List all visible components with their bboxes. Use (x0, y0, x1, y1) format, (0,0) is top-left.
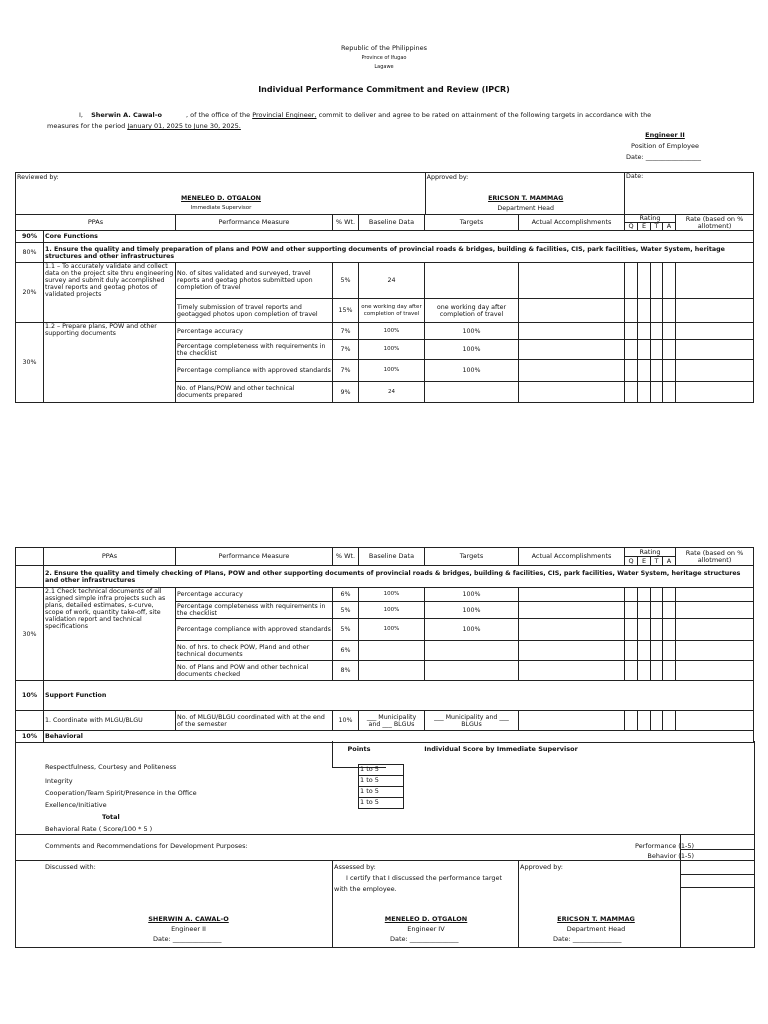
p2-r4-target[interactable] (425, 641, 519, 661)
approved-by-label: Approved by: (426, 174, 469, 181)
behav-item-4: Exellence/Initiative (45, 801, 107, 809)
obj2-text: 2. Ensure the quality and timely checking of Plans, POW and other supporting documents of provincial roads & bridges, building & facilities, CIS, park facilities, Water System, heritage structures and other infrastructures (44, 566, 754, 588)
sig1-title: Engineer II (171, 925, 206, 933)
col-e-2: E (638, 557, 651, 566)
obj1-pct: 80% (16, 243, 44, 263)
p2-r3-actual[interactable] (519, 619, 625, 641)
score-input-1[interactable]: 1 to 5 (358, 764, 404, 775)
obj1-text: 1. Ensure the quality and timely preparation of plans and POW and other supporting documents of provincial roads & bridges, building & facilities, CIS, park facilities, Water System, heritage structures and other infrastructures (44, 243, 754, 263)
points-header: Points (347, 745, 371, 753)
g1-r2-base: one working day after completion of travel (359, 299, 425, 323)
p2-r2-measure: Percentage completeness with requirements in the checklist (176, 602, 333, 619)
g2-r4-target[interactable] (425, 382, 519, 403)
g2-r1-target: 100% (425, 323, 519, 340)
rating-period: January 01, 2025 to June 30, 2025. (127, 122, 241, 130)
p2-r4-measure: No. of hrs. to check POW, Pland and other technical documents (176, 641, 333, 661)
col-wt-2: % Wt. (333, 548, 359, 566)
ipcr-table-page2 (15, 547, 754, 743)
approved-label: Approved by: (520, 863, 563, 871)
review-date-label: Date: (626, 173, 644, 180)
score-input-4[interactable]: 1 to 5 (358, 797, 404, 809)
support-blank (16, 711, 44, 731)
col-ppas: PPAs (16, 215, 176, 231)
score-input-2[interactable]: 1 to 5 (358, 775, 404, 786)
col-t-2: T (651, 557, 663, 566)
comments-label: Comments and Recommendations for Development Purposes: (45, 842, 248, 850)
g2-r2-measure: Percentage completeness with requirements in the checklist (176, 340, 333, 360)
g2-r1-wt: 7% (333, 323, 359, 340)
p2-r1-actual[interactable] (519, 588, 625, 602)
g2-r3-wt: 7% (333, 360, 359, 382)
g1-r1-measure: No. of sites validated and surveyed, travel reports and geotag photos submitted upon completion of travel (177, 270, 313, 291)
g1-r1-target[interactable] (425, 263, 519, 299)
sig2-title: Engineer IV (407, 925, 445, 933)
p2-r1-target: 100% (425, 588, 519, 602)
sig3-title: Department Head (566, 925, 626, 933)
sig2-name: MENELEO D. OTGALON (384, 915, 468, 923)
g2-r1-actual[interactable] (519, 323, 625, 340)
g1-r1-base: 24 (359, 263, 425, 299)
reviewed-by-label: Reviewed by: (17, 174, 59, 181)
certify-text: I certify that I discussed the performance target with the employee. (334, 874, 503, 893)
score-input-3[interactable]: 1 to 5 (358, 786, 404, 797)
col-q-2: Q (625, 557, 638, 566)
perf-label: Performance (1-5) (635, 842, 694, 850)
p2-r3-base: 100% (359, 619, 425, 641)
col-q: Q (625, 223, 638, 231)
s1-base: ___ Municipality and ___ BLGUs (359, 711, 425, 731)
g2-r4-measure: No. of Plans/POW and other technical documents prepared (176, 382, 333, 403)
g2-r4-base: 24 (359, 382, 425, 403)
col-a-2: A (663, 557, 676, 566)
g2-r1-base: 100% (359, 323, 425, 340)
p2-r2-target: 100% (425, 602, 519, 619)
col-measure-2: Performance Measure (176, 548, 333, 566)
behav-pct: 10% (16, 731, 44, 743)
g2-r2-actual[interactable] (519, 340, 625, 360)
assessed-label: Assessed by: (334, 863, 376, 871)
p2-r4-base[interactable] (359, 641, 425, 661)
s1-ppa: 1. Coordinate with MLGU/BLGU (44, 711, 176, 731)
g1-r2-wt: 15% (333, 299, 359, 323)
p2-r2-actual[interactable] (519, 602, 625, 619)
col-rate: Rate (based on % allotment) (676, 215, 754, 231)
town-line: Lagawe (374, 64, 394, 70)
g2-r2-wt: 7% (333, 340, 359, 360)
individual-score-header: Individual Score by Immediate Supervisor (424, 745, 578, 753)
p2-r5-actual[interactable] (519, 661, 625, 681)
table-row (176, 263, 333, 299)
s1-target: ___ Municipality and ___ BLGUs (425, 711, 519, 731)
intro-period-label: measures for the period (47, 122, 126, 130)
s1-measure: No. of MLGU/BLGU coordinated with at the end of the semester (176, 711, 333, 731)
col-rating-2: Rating (625, 548, 676, 557)
col-rating: Rating (625, 215, 676, 223)
p2-r1-measure: Percentage accuracy (176, 588, 333, 602)
g1-r2-actual[interactable] (519, 299, 625, 323)
g1-r1-wt: 5% (333, 263, 359, 299)
p2-r1-wt: 6% (333, 588, 359, 602)
province-line: Province of Ifugao (361, 55, 407, 61)
republic-line: Republic of the Philippines (341, 44, 427, 52)
col-t: T (651, 223, 663, 231)
g2-r3-target: 100% (425, 360, 519, 382)
core-pct: 90% (16, 231, 44, 243)
g2-r4-actual[interactable] (519, 382, 625, 403)
p2-r3-target: 100% (425, 619, 519, 641)
p2-g-pct: 30% (16, 588, 44, 681)
intro-line-1 (79, 111, 651, 119)
col-baseline-2: Baseline Data (359, 548, 425, 566)
behav-item-1: Respectfulness, Courtesy and Politeness (45, 763, 177, 771)
col-a: A (663, 223, 676, 231)
p2-r4-actual[interactable] (519, 641, 625, 661)
s1-wt: 10% (333, 711, 359, 731)
behavior-label: Behavior (1-5) (647, 852, 694, 860)
approved-by-cell (425, 173, 624, 214)
p2-r4-wt: 6% (333, 641, 359, 661)
obj2-pct (16, 566, 44, 588)
p2-r3-measure: Percentage compliance with approved standards (176, 619, 333, 641)
g1-r2-measure: Timely submission of travel reports and geotagged photos upon completion of travel (177, 303, 318, 318)
intro-i: I, (79, 111, 83, 119)
position-label: Position of Employee (631, 142, 699, 150)
col-rate-2: Rate (based on % allotment) (676, 548, 754, 566)
g2-ppa: 1.2 – Prepare plans, POW and other supporting documents (44, 323, 176, 403)
office-name: Provincial Engineer, (252, 111, 317, 119)
p2-g-ppa: 2.1 Check technical documents of all assigned simple infra projects such as plans, detailed estimates, s-curve, scope of work, quantity take-off, site validation report and technical specifications (44, 588, 176, 681)
col-actual-2: Actual Accomplishments (519, 548, 625, 566)
p2-r5-wt: 8% (333, 661, 359, 681)
p2-r3-wt: 5% (333, 619, 359, 641)
g2-r1-measure: Percentage accuracy (176, 323, 333, 340)
g2-r2-target: 100% (425, 340, 519, 360)
col-actual: Actual Accomplishments (519, 215, 625, 231)
col-e: E (638, 223, 651, 231)
g1-pct: 20% (16, 263, 44, 323)
g1-r1-actual[interactable] (519, 263, 625, 299)
g2-r3-base: 100% (359, 360, 425, 382)
sig2-date: Date: _______________ (390, 935, 459, 943)
intro-rest: commit to deliver and agree to be rated on attainment of the following targets in accordance with the (318, 111, 652, 119)
col-blank (16, 548, 44, 566)
discussed-label: Discussed with: (45, 863, 96, 871)
g1-r2-target: one working day after completion of travel (425, 299, 519, 323)
core-label: Core Functions (44, 231, 754, 243)
employee-name: Sherwin A. Cawal-o (91, 111, 162, 119)
g2-r4-wt: 9% (333, 382, 359, 403)
sig3-name: ERICSON T. MAMMAG (557, 915, 635, 923)
p2-r5-base[interactable] (359, 661, 425, 681)
sig3-date: Date: _______________ (553, 935, 622, 943)
table-row (176, 299, 333, 323)
p2-r5-measure: No. of Plans and POW and other technical documents checked (176, 661, 333, 681)
support-label: Support Function (44, 681, 754, 711)
sig1-date: Date: _______________ (153, 935, 222, 943)
intro-office: , of the office of the (186, 111, 251, 119)
g2-r2-base: 100% (359, 340, 425, 360)
g2-r3-measure: Percentage compliance with approved standards (176, 360, 333, 382)
behav-item-2: Integrity (45, 777, 73, 785)
col-ppas-2: PPAs (44, 548, 176, 566)
review-date-cell (625, 173, 754, 215)
p2-r2-wt: 5% (333, 602, 359, 619)
support-pct: 10% (16, 681, 44, 711)
document-title: Individual Performance Commitment and Review (IPCR) (258, 85, 510, 94)
col-baseline: Baseline Data (359, 215, 425, 231)
reviewed-by-cell (16, 173, 425, 214)
col-targets-2: Targets (425, 548, 519, 566)
s1-actual[interactable] (519, 711, 625, 731)
p2-r5-target[interactable] (425, 661, 519, 681)
g1-ppa: 1.1 – To accurately validate and collect data on the project site thru engineering survey and submit duly accomplished travel reports and geotag photos of validated projects (44, 263, 176, 323)
sig1-name: SHERWIN A. CAWAL-O (148, 915, 229, 923)
reviewer-name: MENELEO D. OTGALON (181, 195, 261, 202)
approver-name: ERICSON T. MAMMAG (488, 195, 564, 202)
col-targets: Targets (425, 215, 519, 231)
behav-label: Behavioral (44, 731, 754, 743)
col-wt: % Wt. (333, 215, 359, 231)
g2-pct: 30% (16, 323, 44, 403)
header-date: Date: _________________ (626, 153, 702, 161)
g2-r3-actual[interactable] (519, 360, 625, 382)
reviewer-title: Immediate Supervisor (190, 205, 252, 211)
employee-position: Engineer II (645, 131, 685, 139)
approver-title: Department Head (497, 205, 554, 212)
review-block (16, 173, 625, 215)
behav-item-3: Cooperation/Team Spirit/Presence in the Office (45, 789, 197, 797)
col-measure: Performance Measure (176, 215, 333, 231)
ipcr-table-page1 (15, 172, 754, 403)
behavioral-block (15, 741, 755, 948)
intro-line-2 (47, 122, 241, 130)
behav-total: Total (102, 813, 120, 821)
p2-r2-base: 100% (359, 602, 425, 619)
behav-rate: Behavioral Rate ( Score/100 * 5 ) (45, 825, 153, 833)
p2-r1-base: 100% (359, 588, 425, 602)
